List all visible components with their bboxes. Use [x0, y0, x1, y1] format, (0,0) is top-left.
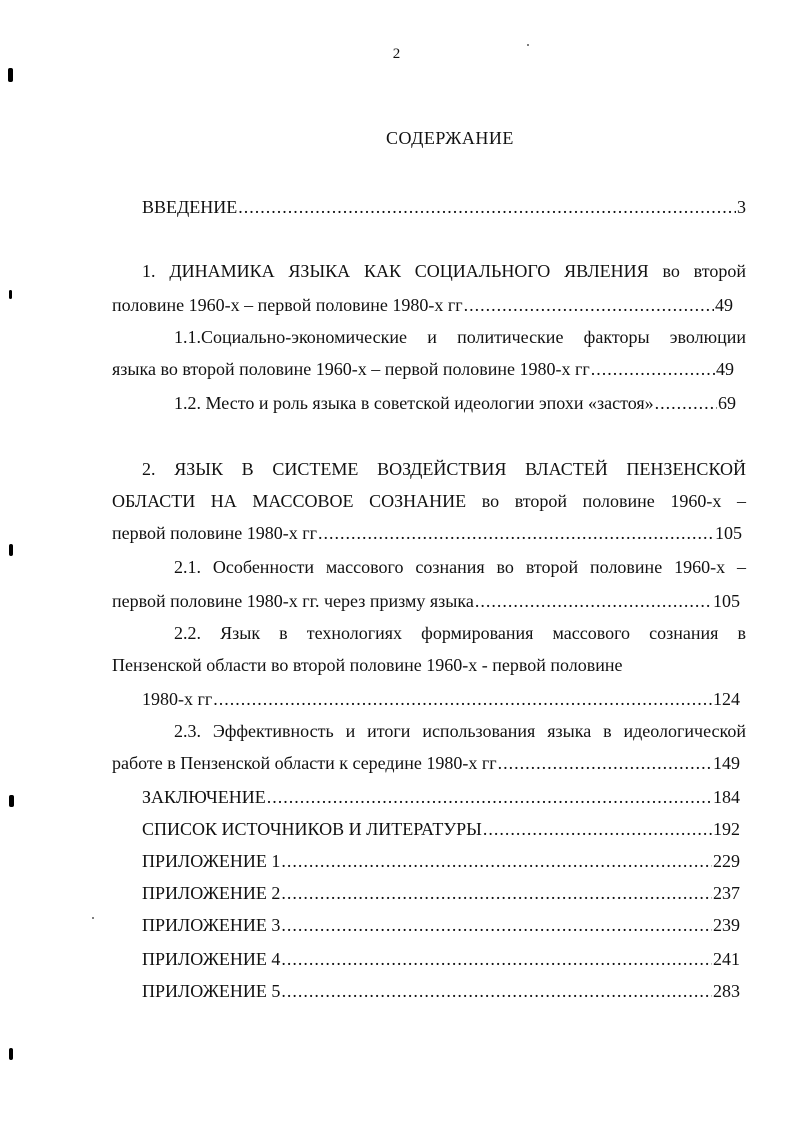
- toc-page-number: 105: [715, 523, 742, 543]
- toc-page-number: 69: [718, 393, 736, 413]
- toc-chapter-1-line-2: [112, 294, 733, 316]
- scan-mark-2: [9, 290, 12, 299]
- toc-entry-label: первой половине 1980-х гг: [112, 523, 318, 543]
- dot-leader: [267, 786, 712, 808]
- dot-leader: [464, 294, 714, 316]
- toc-entry-label: 1980-х гг: [142, 689, 213, 709]
- toc-page-number: 184: [713, 787, 740, 807]
- toc-entry-label: ПРИЛОЖЕНИЕ 3: [142, 915, 281, 935]
- toc-entry-label: ВВЕДЕНИЕ: [142, 197, 238, 217]
- dot-leader: [281, 850, 712, 872]
- dot-leader: [498, 752, 712, 774]
- toc-page-number: 49: [716, 359, 734, 379]
- toc-entry-label: ЗАКЛЮЧЕНИЕ: [142, 787, 266, 807]
- toc-entry-label: ПРИЛОЖЕНИЕ 2: [142, 883, 281, 903]
- toc-chapter-2-line-3: [112, 522, 742, 544]
- toc-entry-label: ПРИЛОЖЕНИЕ 1: [142, 851, 281, 871]
- scan-mark-1: [8, 68, 13, 82]
- toc-entry-label: ПРИЛОЖЕНИЕ 4: [142, 949, 281, 969]
- toc-entry-label: первой половине 1980-х гг. через призму языка: [112, 591, 474, 611]
- toc-page-number: 241: [713, 949, 740, 969]
- dot-leader: [213, 688, 712, 710]
- scan-mark-3: [9, 544, 13, 556]
- toc-chapter-2-line-2: ОБЛАСТИ НА МАССОВОЕ СОЗНАНИЕ во второй половине 1960-х –: [112, 491, 746, 511]
- toc-section-1-1-line-2: [112, 358, 734, 380]
- toc-page-number: 192: [713, 819, 740, 839]
- toc-entry-appendix-2: [142, 882, 740, 904]
- toc-entry-label: СПИСОК ИСТОЧНИКОВ И ЛИТЕРАТУРЫ: [142, 819, 482, 839]
- toc-entry-label: 1.2. Место и роль языка в советской идеологии эпохи «застоя»: [174, 393, 654, 413]
- toc-page-number: 237: [713, 883, 740, 903]
- dot-leader: [475, 590, 712, 612]
- toc-section-2-2-line-1: 2.2. Язык в технологиях формирования массового сознания в: [174, 623, 746, 643]
- toc-chapter-2-line-1: 2. ЯЗЫК В СИСТЕМЕ ВОЗДЕЙСТВИЯ ВЛАСТЕЙ ПЕНЗЕНСКОЙ: [142, 459, 746, 479]
- toc-section-2-2-line-3: [142, 688, 740, 710]
- toc-page-number: 105: [713, 591, 740, 611]
- toc-entry-appendix-1: [142, 850, 740, 872]
- dot-leader: [281, 948, 712, 970]
- toc-section-1-1-line-1: 1.1.Социально-экономические и политические факторы эволюции: [174, 327, 746, 347]
- page-number: 2: [392, 46, 401, 62]
- toc-page-number: 239: [713, 915, 740, 935]
- dot-leader: [591, 358, 715, 380]
- toc-entry-intro: [142, 196, 746, 218]
- toc-page-number: 49: [715, 295, 733, 315]
- toc-entry-label: языка во второй половине 1960-х – первой половине 1980-х гг: [112, 359, 590, 379]
- toc-section-2-3-line-1: 2.3. Эффективность и итоги использования языка в идеологической: [174, 721, 746, 741]
- toc-page-number: 3: [737, 197, 746, 217]
- scan-speck-2: [92, 917, 94, 919]
- dot-leader: [281, 914, 712, 936]
- scan-mark-4: [9, 795, 14, 807]
- dot-leader: [318, 522, 714, 544]
- toc-chapter-1-line-1: 1. ДИНАМИКА ЯЗЫКА КАК СОЦИАЛЬНОГО ЯВЛЕНИЯ во второй: [142, 261, 746, 281]
- toc-entry-conclusion: [142, 786, 740, 808]
- toc-section-2-2-line-2: Пензенской области во второй половине 1960-х - первой половине: [112, 655, 623, 675]
- page-title: СОДЕРЖАНИЕ: [386, 128, 514, 148]
- dot-leader: [281, 882, 712, 904]
- toc-page-number: 283: [713, 981, 740, 1001]
- dot-leader: [483, 818, 712, 840]
- toc-page-number: 124: [713, 689, 740, 709]
- scan-mark-5: [9, 1048, 13, 1060]
- toc-entry-label: половине 1960-х – первой половине 1980-х гг: [112, 295, 463, 315]
- toc-entry-label: работе в Пензенской области к середине 1980-х гг: [112, 753, 497, 773]
- toc-entry-appendix-5: [142, 980, 740, 1002]
- toc-page-number: 229: [713, 851, 740, 871]
- toc-entry-appendix-3: [142, 914, 740, 936]
- toc-entry-sources: [142, 818, 740, 840]
- toc-entry-label: ПРИЛОЖЕНИЕ 5: [142, 981, 281, 1001]
- dot-leader: [655, 392, 717, 414]
- toc-section-1-2: [174, 392, 736, 414]
- toc-section-2-3-line-2: [112, 752, 740, 774]
- toc-entry-appendix-4: [142, 948, 740, 970]
- toc-section-2-1-line-2: [112, 590, 740, 612]
- toc-page-number: 149: [713, 753, 740, 773]
- toc-section-2-1-line-1: 2.1. Особенности массового сознания во второй половине 1960-х –: [174, 557, 746, 577]
- dot-leader: [238, 196, 736, 218]
- dot-leader: [281, 980, 712, 1002]
